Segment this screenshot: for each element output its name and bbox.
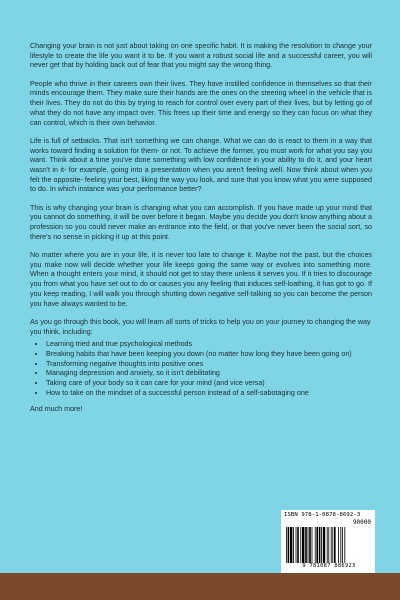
paragraph-changing-brain: This is why changing your brain is changing what you can accomplish. If you have made up your mind that you cannot do something, it will be over before it began. Maybe you decide you don't know anything about a profession so you could never make an entrance into the field, or that you've never been the social sort, so there's no sense in picking it up at this point.: [30, 203, 372, 241]
barcode-digits: 9 781087 886923: [302, 563, 356, 569]
list-item: • Taking care of your body so it can care for your mind (and vice versa): [46, 379, 372, 389]
price-code: 90000: [352, 519, 371, 526]
list-item: • How to take on the mindset of a successful person instead of a self-sabotaging one: [46, 389, 372, 399]
footer-band: [0, 573, 400, 600]
paragraph-setbacks: Life is full of setbacks. That isn't something we can change. What we can do is react to them in a way that works toward finding a solution for them- or not. To achieve the former, you must work for what you say you want. Think about a time you've done something with low confidence in your ability to do it, and your heart wasn't in it- for example, going into a presentation when you aren't feeling well. Now think about when you felt the opposite- feeling your best, liking the way you look, and sure that you know what you were supposed to do. In which instance was your performance better?: [30, 136, 372, 194]
list-item: • Managing depression and anxiety, so it isn't debilitating: [46, 369, 372, 379]
back-cover-text: [30, 42, 372, 424]
paragraph-never-too-late: No matter where you are in your life, it is never too late to change it. Maybe not the past, but the choices you make now will decide whether your life keeps going the same way or evolves into something more. When a thought enters your mind, it should not get to stay there unless it serves you. If it tries to discourage you from what you have set out to do or causes you any feeling that induces self-loathing, it has got to go. If you keep reading, I will walk you through shutting down negative self-talking so you can become the person you have always wanted to be.: [30, 251, 372, 308]
list-item: • Learning tried and true psychological methods: [46, 340, 372, 350]
paragraph-thrive: People who thrive in their careers own their lives. They have instilled confidence in themselves so that their minds encourage them. They make sure their hands are the ones on the steering wheel in the vehicle that is their lives. They do not do this by trying to reach for control over every part of their lives, but by letting go of what they do not have any impact over. This frees up their time and energy so they can focus on what they can control, which is their own behavior.: [30, 79, 372, 127]
paragraph-intro: Changing your brain is not just about taking on one specific habit. It is making the resolution to change your lifestyle to create the life you want it to be. If you want a robust social life and a successful career, you will never get that by holding back out of fear that you might say the wrong thing.: [30, 42, 372, 70]
benefits-list: [30, 340, 372, 398]
isbn-barcode: [281, 510, 375, 574]
isbn-label: ISBN 978-1-0878-8692-3: [284, 512, 361, 518]
list-item: • Breaking habits that have been keeping you down (no matter how long they have been going on): [46, 350, 372, 360]
list-item: • Transforming negative thoughts into positive ones: [46, 360, 372, 370]
paragraph-list-intro: As you go through this book, you will learn all sorts of tricks to help you on your journey to changing the way you think, including:: [30, 317, 371, 336]
closing-line: And much more!: [30, 405, 83, 414]
barcode-bars: [286, 527, 370, 563]
